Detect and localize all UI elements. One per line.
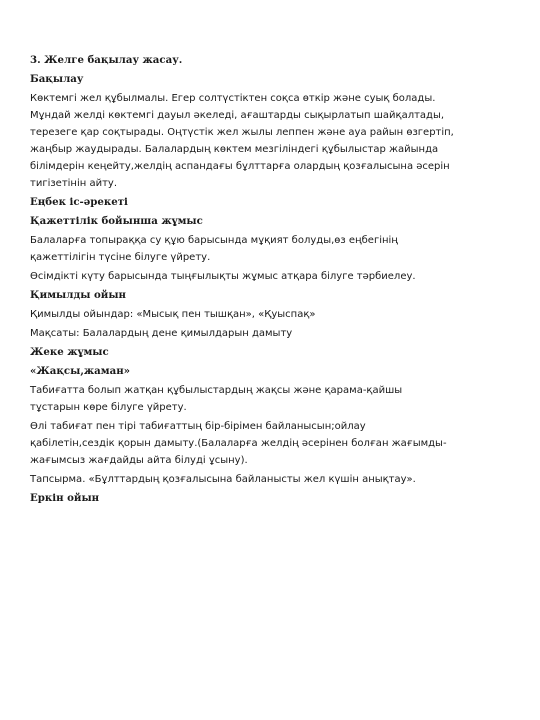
section-title: 3. Желге бақылау жасау. (30, 54, 183, 66)
document-page (30, 52, 510, 509)
connection-line: жағымсыз жағдайды айта білуді ұсыну). (30, 455, 248, 466)
observation-line: білімдерін кеңейту,желдің аспандағы бұлттарға олардың қозғалысына әсерін (30, 161, 450, 172)
need-work-paragraph (30, 232, 510, 266)
good-bad-heading: «Жақсы,жаман» (30, 365, 131, 377)
need-work-heading: Қажеттілік бойынша жұмыс (30, 215, 203, 227)
task-paragraph: Тапсырма. «Бұлттардың қозғалысына байланысты жел күшін анықтау». (30, 474, 416, 485)
observation-line: Көктемгі жел құбылмалы. Егер солтүстіктен соқса өткір және суық болады. (30, 93, 436, 104)
need-work-line: қажеттілігін түсіне білуге үйрету. (30, 252, 211, 263)
observation-paragraph (30, 90, 510, 192)
movement-game-heading: Қимылды ойын (30, 289, 127, 301)
plant-care-paragraph: Өсімдікті күту барысында тыңғылықты жұмыс атқара білуге тәрбиелеу. (30, 271, 416, 282)
connection-paragraph (30, 418, 510, 469)
good-bad-line: Табиғатта болып жатқан құбылыстардың жақсы және қарама-қайшы (30, 385, 403, 396)
connection-line: қабілетін,сездік қорын дамыту.(Балаларға желдің әсерінен болған жағымды- (30, 438, 447, 449)
movement-games-paragraph: Қимылды ойындар: «Мысық пен тышқан», «Қуыспақ» (30, 309, 316, 320)
observation-line: терезеге қар соқтырады. Оңтүстік жел жылы леппен және ауа райын өзгертіп, (30, 127, 454, 138)
connection-line: Өлі табиғат пен тірі табиғаттың бір-бірімен байланысын;ойлау (30, 421, 366, 432)
need-work-line: Балаларға топыраққа су құю барысында мұқият болуды,өз еңбегінің (30, 235, 398, 246)
good-bad-line: тұстарын көре білуге үйрету. (30, 402, 187, 413)
free-play-heading: Еркін ойын (30, 492, 100, 504)
goal-paragraph: Мақсаты: Балалардың дене қимылдарын дамыту (30, 328, 293, 339)
good-bad-paragraph (30, 382, 510, 416)
individual-work-heading: Жеке жұмыс (30, 346, 109, 358)
labor-heading: Еңбек іс-әрекеті (30, 196, 128, 208)
observation-line: Мұндай желді көктемгі дауыл әкеледі, ағаштарды сықырлатып шайқалтады, (30, 110, 445, 121)
observation-line: тигізетінін айту. (30, 178, 118, 189)
observation-heading: Бақылау (30, 73, 84, 85)
observation-line: жаңбыр жаудырады. Балалардың көктем мезгіліндегі құбылыстар жайында (30, 144, 439, 155)
